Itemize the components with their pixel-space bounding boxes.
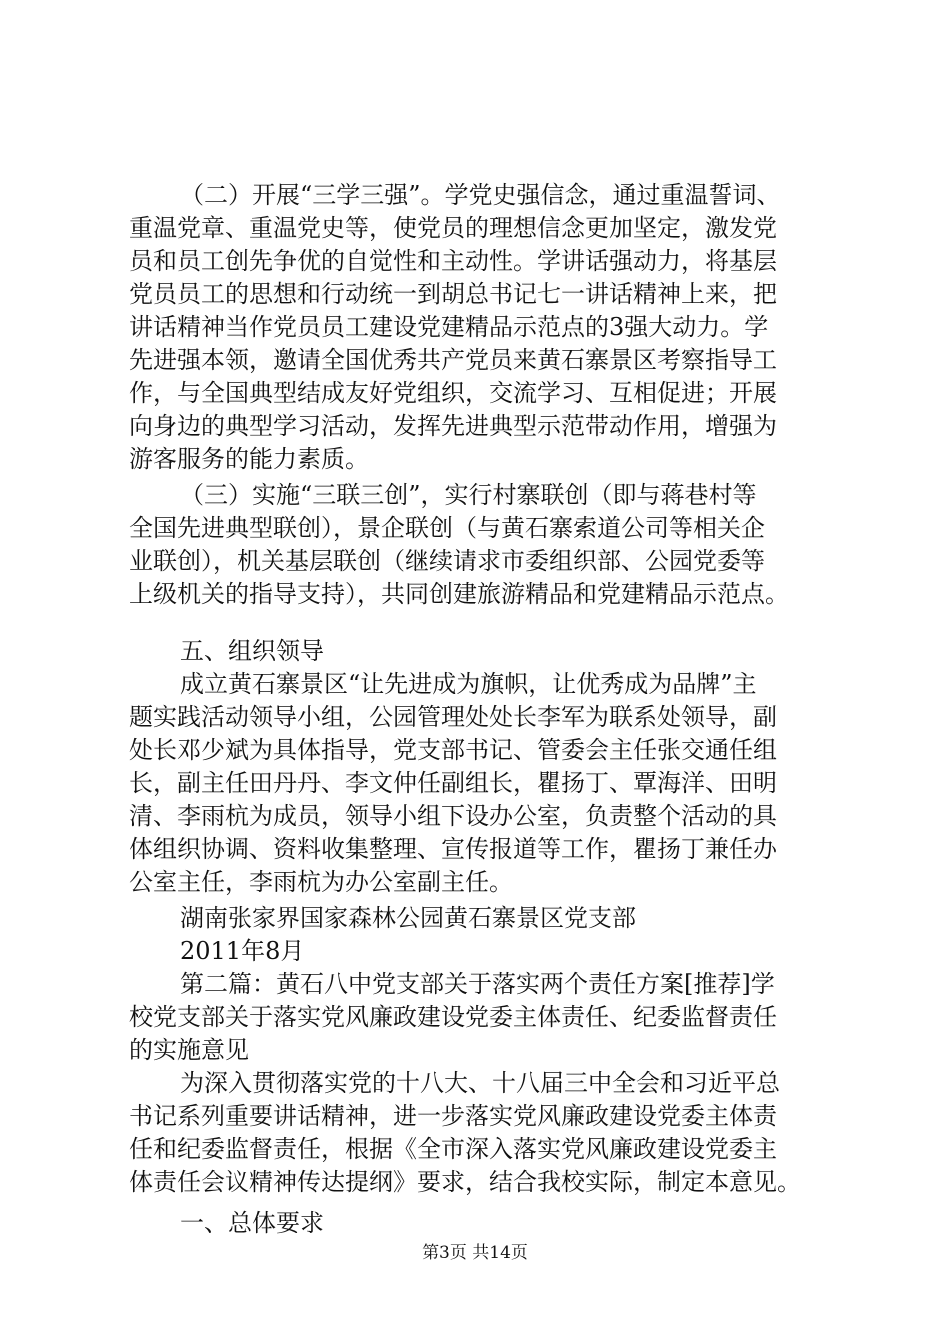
paragraph-line: 的实施意见 (129, 1036, 249, 1064)
paragraph-line: 先进强本领，邀请全国优秀共产党员来黄石寨景区考察指导工 (129, 346, 777, 374)
paragraph-line: 党员员工的思想和行动统一到胡总书记七一讲话精神上来，把 (129, 280, 777, 308)
section-heading: 五、组织领导 (180, 637, 324, 665)
signature-organization: 湖南张家界国家森林公园黄石寨景区党支部 (180, 904, 636, 932)
paragraph-line: 游客服务的能力素质。 (129, 445, 369, 473)
page-number-footer: 第3页 共14页 (422, 1243, 528, 1263)
paragraph-line: 上级机关的指导支持），共同创建旅游精品和党建精品示范点。 (129, 580, 789, 608)
paragraph-line: 书记系列重要讲话精神，进一步落实党风廉政建设党委主体责 (129, 1102, 777, 1130)
section-heading: 一、总体要求 (180, 1209, 324, 1237)
paragraph-line: 任和纪委监督责任，根据《全市深入落实党风廉政建设党委主 (129, 1135, 777, 1163)
paragraph-line: 清、李雨杭为成员，领导小组下设办公室，负责整个活动的具 (129, 802, 777, 830)
paragraph-line: 全国先进典型联创），景企联创（与黄石寨索道公司等相关企 (129, 514, 765, 542)
paragraph-line: 员和员工创先争优的自觉性和主动性。学讲话强动力，将基层 (129, 247, 777, 275)
paragraph-line: 长，副主任田丹丹、李文仲任副组长，瞿扬丁、覃海洋、田明 (129, 769, 777, 797)
paragraph-line: 处长邓少斌为具体指导，党支部书记、管委会主任张交通任组 (129, 736, 777, 764)
paragraph-line: 讲话精神当作党员员工建设党建精品示范点的3强大动力。学 (129, 313, 769, 341)
paragraph-line: （三）实施“三联三创”，实行村寨联创（即与蒋巷村等 (180, 481, 757, 509)
paragraph-line: （二）开展“三学三强”。学党史强信念，通过重温誓词、 (180, 181, 781, 209)
paragraph-line: 重温党章、重温党史等，使党员的理想信念更加坚定，激发党 (129, 214, 777, 242)
paragraph-line: 作，与全国典型结成友好党组织，交流学习、互相促进；开展 (129, 379, 777, 407)
paragraph-line: 成立黄石寨景区“让先进成为旗帜，让优秀成为品牌”主 (180, 670, 757, 698)
paragraph-line: 向身边的典型学习活动，发挥先进典型示范带动作用，增强为 (129, 412, 777, 440)
signature-date: 2011年8月 (180, 937, 305, 965)
paragraph-line: 为深入贯彻落实党的十八大、十八届三中全会和习近平总 (180, 1069, 780, 1097)
paragraph-line: 体组织协调、资料收集整理、宣传报道等工作，瞿扬丁兼任办 (129, 835, 777, 863)
paragraph-line: 公室主任，李雨杭为办公室副主任。 (129, 868, 513, 896)
paragraph-line: 校党支部关于落实党风廉政建设党委主体责任、纪委监督责任 (129, 1003, 777, 1031)
paragraph-line: 业联创），机关基层联创（继续请求市委组织部、公园党委等 (129, 547, 765, 575)
paragraph-line: 第二篇：黄石八中党支部关于落实两个责任方案[推荐]学 (180, 970, 775, 998)
paragraph-line: 体责任会议精神传达提纲》要求，结合我校实际，制定本意见。 (129, 1168, 801, 1196)
paragraph-line: 题实践活动领导小组，公园管理处处长李军为联系处领导，副 (129, 703, 777, 731)
